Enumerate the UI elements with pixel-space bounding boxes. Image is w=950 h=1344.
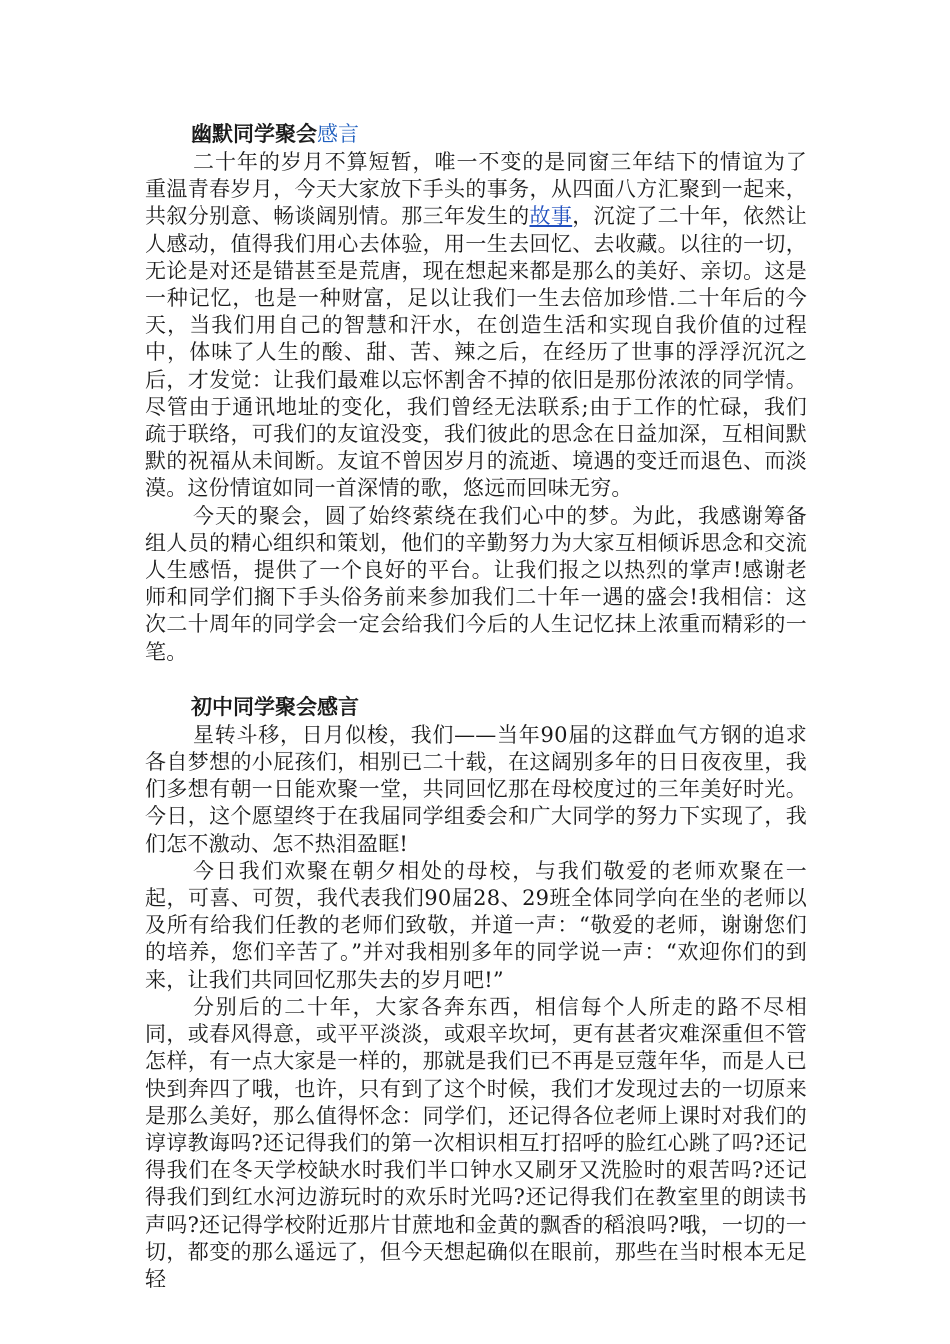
paragraph-1-text-b: ，沉淀了二十年，依然让人感动，值得我们用心去体验，用一生去回忆、去收藏。以往的一切，无论是对还是错甚至是荒唐，现在想起来都是那么的美好、亲切。这是一种记忆，也是一种财富，足以让我们一生去倍加珍惜.二十年后的今天，当我们用自己的智慧和汗水，在创造生活和实现自我价值的过程中，体味了人生的酸、甜、苦、辣之后，在经历了世事的浮浮沉沉之后，才发觉：让我们最难以忘怀割舍不掉的依旧是那份浓浓的同学情。尽管由于通讯地址的变化，我们曾经无法联系;由于工作的忙碌，我们疏于联络，可我们的友谊没变，我们彼此的思念在日益加深，互相间默默的祝福从未间断。友谊不曾因岁月的流逝、境遇的变迁而退色、而淡漠。这份情谊如同一首深情的歌，悠远而回味无穷。: [145, 204, 807, 501]
paragraph-5: 分别后的二十年，大家各奔东西，相信每个人所走的路不尽相同，或春风得意，或平平淡淡，或艰辛坎坷，更有甚者灾难深重但不管怎样，有一点大家是一样的，那就是我们已不再是豆蔻年华，而是人已快到奔四了哦，也许，只有到了这个时候，我们才发现过去的一切原来是那么美好，那么值得怀念：同学们，还记得各位老师上课时对我们的谆谆教诲吗?还记得我们的第一次相识相互打招呼的脸红心跳了吗?还记得我们在冬天学校缺水时我们半口钟水又刷牙又洗脸时的艰苦吗?还记得我们到红水河边游玩时的欢乐时光吗?还记得我们在教室里的朗读书声吗?还记得学校附近那片甘蔗地和金黄的飘香的稻浪吗?哦，一切的一切，都变的那么遥远了，但今天想起确似在眼前，那些在当时根本无足轻: [145, 994, 807, 1291]
paragraph-1: [145, 149, 807, 503]
document-page: [145, 120, 807, 1293]
paragraph-3: 星转斗移，日月似梭，我们——当年90届的这群血气方钢的追求各自梦想的小屁孩们，相别已二十载，在这阔别多年的日日夜夜里，我们多想有朝一日能欢聚一堂，共同回忆那在母校度过的三年美好时光。今日，这个愿望终于在我届同学组委会和广大同学的努力下实现了，我们怎不激动、怎不热泪盈眶!: [145, 722, 807, 856]
paragraph-2: 今天的聚会，圆了始终萦绕在我们心中的梦。为此，我感谢筹备组人员的精心组织和策划，他们的辛勤努力为大家互相倾诉思念和交流人生感悟，提供了一个良好的平台。让我们报之以热烈的掌声!感谢老师和同学们搁下手头俗务前来参加我们二十年一遇的盛会!我相信：这次二十周年的同学会一定会给我们今后的人生记忆抹上浓重而精彩的一笔。: [145, 503, 807, 664]
title-link-text[interactable]: 感言: [317, 122, 359, 146]
title-main-text: 幽默同学聚会: [191, 122, 317, 146]
section-title-middle-school-reunion: 初中同学聚会感言: [191, 694, 359, 719]
paragraph-4: 今日我们欢聚在朝夕相处的母校，与我们敬爱的老师欢聚在一起，可喜、可贺，我代表我们90届28、29班全体同学向在坐的老师以及所有给我们任教的老师们致敬，并道一声：“敬爱的老师，谢谢您们的培养，您们辛苦了。”并对我相别多年的同学说一声：“欢迎你们的到来，让我们共同回忆那失去的岁月吧!”: [145, 858, 807, 992]
section-spacer: [145, 666, 807, 693]
section-title-humorous-reunion: [145, 120, 807, 149]
paragraph-1-text-a: 二十年的岁月不算短暂，唯一不变的是同窗三年结下的情谊为了重温青春岁月，今天大家放下手头的事务，从四面八方汇聚到一起来，共叙分别意、畅谈阔别情。那三年发生的: [145, 150, 807, 229]
story-link[interactable]: 故事: [529, 204, 573, 229]
